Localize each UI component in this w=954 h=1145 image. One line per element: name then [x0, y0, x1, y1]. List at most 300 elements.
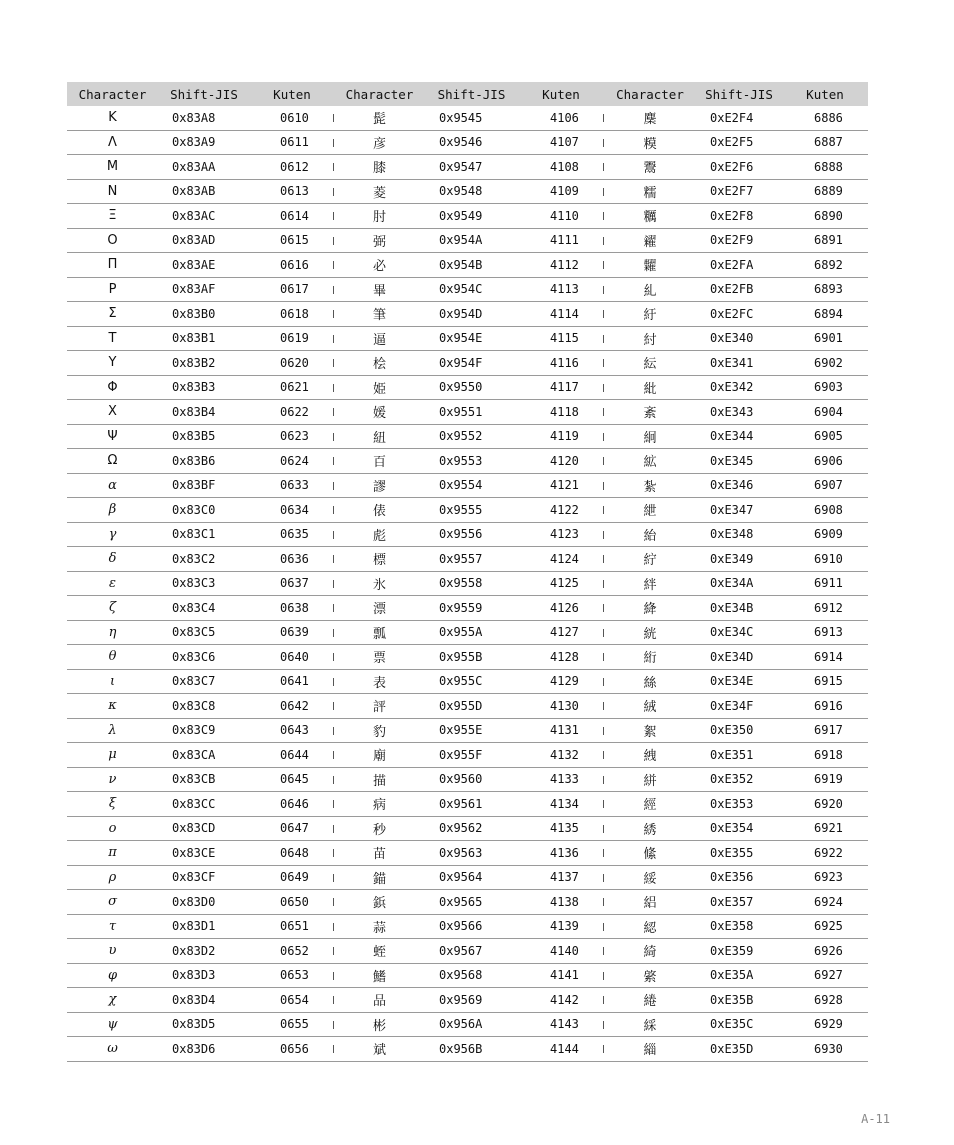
cell-char-2: 瓢	[334, 620, 425, 645]
table-row	[67, 988, 868, 1013]
header-shift-jis-1: Shift-JIS	[158, 82, 250, 106]
cell-char-3: 經	[604, 792, 696, 817]
page-number: A-11	[861, 1112, 890, 1126]
cell-shift-jis-1: 0x83C1	[158, 522, 250, 547]
cell-shift-jis-3: 0xE34D	[696, 645, 782, 670]
cell-char-3: 緇	[604, 1037, 696, 1062]
cell-kuten-1: 0623	[250, 424, 334, 449]
cell-kuten-3: 6901	[782, 326, 868, 351]
cell-kuten-1: 0622	[250, 400, 334, 425]
cell-shift-jis-3: 0xE349	[696, 547, 782, 572]
cell-kuten-1: 0634	[250, 498, 334, 523]
table-row	[67, 155, 868, 180]
cell-shift-jis-3: 0xE35C	[696, 1012, 782, 1037]
cell-char-2: 鰭	[334, 963, 425, 988]
cell-char-3: 絳	[604, 596, 696, 621]
cell-char-1: β	[67, 498, 158, 523]
cell-char-2: 標	[334, 547, 425, 572]
cell-kuten-2: 4117	[518, 375, 604, 400]
cell-shift-jis-3: 0xE34A	[696, 571, 782, 596]
cell-kuten-1: 0652	[250, 939, 334, 964]
cell-shift-jis-1: 0x83AB	[158, 179, 250, 204]
cell-kuten-3: 6907	[782, 473, 868, 498]
cell-char-2: 彪	[334, 522, 425, 547]
cell-char-3: 紆	[604, 302, 696, 327]
cell-kuten-3: 6888	[782, 155, 868, 180]
cell-kuten-2: 4109	[518, 179, 604, 204]
cell-shift-jis-2: 0x954F	[425, 351, 518, 376]
cell-shift-jis-2: 0x956A	[425, 1012, 518, 1037]
cell-shift-jis-2: 0x955D	[425, 694, 518, 719]
cell-shift-jis-2: 0x9563	[425, 841, 518, 866]
cell-char-3: 紲	[604, 498, 696, 523]
cell-char-3: 紵	[604, 547, 696, 572]
table-row	[67, 375, 868, 400]
cell-char-2: 菱	[334, 179, 425, 204]
cell-char-3: 麇	[604, 106, 696, 130]
cell-shift-jis-3: 0xE357	[696, 890, 782, 915]
cell-shift-jis-3: 0xE352	[696, 767, 782, 792]
cell-kuten-1: 0642	[250, 694, 334, 719]
cell-char-1: Κ	[67, 106, 158, 130]
cell-char-2: 膝	[334, 155, 425, 180]
cell-shift-jis-2: 0x9567	[425, 939, 518, 964]
cell-shift-jis-1: 0x83C0	[158, 498, 250, 523]
cell-shift-jis-1: 0x83CC	[158, 792, 250, 817]
cell-char-3: 絆	[604, 571, 696, 596]
cell-kuten-2: 4107	[518, 130, 604, 155]
cell-char-1: ξ	[67, 792, 158, 817]
cell-shift-jis-1: 0x83B0	[158, 302, 250, 327]
cell-shift-jis-3: 0xE351	[696, 743, 782, 768]
cell-shift-jis-3: 0xE35A	[696, 963, 782, 988]
cell-kuten-2: 4115	[518, 326, 604, 351]
cell-shift-jis-2: 0x9555	[425, 498, 518, 523]
cell-shift-jis-3: 0xE2F7	[696, 179, 782, 204]
cell-char-2: 紐	[334, 424, 425, 449]
cell-char-1: ρ	[67, 865, 158, 890]
cell-shift-jis-1: 0x83B1	[158, 326, 250, 351]
cell-kuten-1: 0654	[250, 988, 334, 1013]
cell-shift-jis-1: 0x83C8	[158, 694, 250, 719]
cell-kuten-1: 0610	[250, 106, 334, 130]
cell-char-1: σ	[67, 890, 158, 915]
cell-kuten-2: 4118	[518, 400, 604, 425]
cell-shift-jis-3: 0xE35B	[696, 988, 782, 1013]
cell-char-1: Τ	[67, 326, 158, 351]
cell-shift-jis-3: 0xE35D	[696, 1037, 782, 1062]
cell-char-2: 評	[334, 694, 425, 719]
cell-char-2: 苗	[334, 841, 425, 866]
cell-kuten-1: 0651	[250, 914, 334, 939]
cell-kuten-1: 0655	[250, 1012, 334, 1037]
cell-shift-jis-3: 0xE358	[696, 914, 782, 939]
header-kuten-3: Kuten	[782, 82, 868, 106]
cell-shift-jis-1: 0x83B4	[158, 400, 250, 425]
cell-shift-jis-3: 0xE345	[696, 449, 782, 474]
cell-char-1: Φ	[67, 375, 158, 400]
cell-shift-jis-1: 0x83C9	[158, 718, 250, 743]
cell-kuten-3: 6920	[782, 792, 868, 817]
cell-kuten-1: 0619	[250, 326, 334, 351]
cell-shift-jis-3: 0xE34E	[696, 669, 782, 694]
header-shift-jis-2: Shift-JIS	[425, 82, 518, 106]
table-row	[67, 620, 868, 645]
cell-shift-jis-1: 0x83D5	[158, 1012, 250, 1037]
cell-shift-jis-1: 0x83D0	[158, 890, 250, 915]
table-body	[67, 106, 868, 1061]
cell-shift-jis-1: 0x83AE	[158, 253, 250, 278]
cell-char-1: Σ	[67, 302, 158, 327]
cell-shift-jis-2: 0x9551	[425, 400, 518, 425]
cell-kuten-1: 0656	[250, 1037, 334, 1062]
cell-shift-jis-3: 0xE359	[696, 939, 782, 964]
cell-kuten-3: 6916	[782, 694, 868, 719]
cell-kuten-1: 0647	[250, 816, 334, 841]
cell-kuten-2: 4106	[518, 106, 604, 130]
cell-char-3: 紜	[604, 351, 696, 376]
cell-kuten-2: 4135	[518, 816, 604, 841]
cell-char-2: 表	[334, 669, 425, 694]
cell-shift-jis-1: 0x83C6	[158, 645, 250, 670]
cell-kuten-3: 6924	[782, 890, 868, 915]
cell-kuten-2: 4129	[518, 669, 604, 694]
cell-kuten-1: 0617	[250, 277, 334, 302]
cell-shift-jis-3: 0xE342	[696, 375, 782, 400]
cell-kuten-2: 4122	[518, 498, 604, 523]
cell-shift-jis-3: 0xE344	[696, 424, 782, 449]
cell-kuten-3: 6893	[782, 277, 868, 302]
cell-kuten-3: 6923	[782, 865, 868, 890]
cell-kuten-2: 4136	[518, 841, 604, 866]
cell-shift-jis-3: 0xE343	[696, 400, 782, 425]
table-row	[67, 204, 868, 229]
cell-kuten-1: 0611	[250, 130, 334, 155]
cell-shift-jis-2: 0x9554	[425, 473, 518, 498]
table-row	[67, 645, 868, 670]
cell-char-1: Ξ	[67, 204, 158, 229]
cell-char-1: χ	[67, 988, 158, 1013]
cell-kuten-3: 6917	[782, 718, 868, 743]
cell-kuten-2: 4139	[518, 914, 604, 939]
cell-shift-jis-1: 0x83D4	[158, 988, 250, 1013]
cell-char-3: 絮	[604, 718, 696, 743]
cell-char-3: 綛	[604, 914, 696, 939]
cell-shift-jis-3: 0xE34C	[696, 620, 782, 645]
table-row	[67, 1037, 868, 1062]
cell-shift-jis-2: 0x9560	[425, 767, 518, 792]
cell-char-1: Λ	[67, 130, 158, 155]
cell-char-3: 絖	[604, 620, 696, 645]
cell-char-1: Υ	[67, 351, 158, 376]
cell-kuten-1: 0624	[250, 449, 334, 474]
cell-char-1: ψ	[67, 1012, 158, 1037]
cell-kuten-2: 4111	[518, 228, 604, 253]
cell-kuten-3: 6921	[782, 816, 868, 841]
cell-shift-jis-1: 0x83AF	[158, 277, 250, 302]
cell-kuten-2: 4112	[518, 253, 604, 278]
cell-kuten-3: 6905	[782, 424, 868, 449]
cell-shift-jis-2: 0x9546	[425, 130, 518, 155]
cell-char-3: 絋	[604, 449, 696, 474]
cell-char-2: 斌	[334, 1037, 425, 1062]
cell-shift-jis-3: 0xE350	[696, 718, 782, 743]
cell-kuten-1: 0618	[250, 302, 334, 327]
cell-kuten-3: 6891	[782, 228, 868, 253]
table-row	[67, 400, 868, 425]
table-row	[67, 130, 868, 155]
cell-char-2: 姫	[334, 375, 425, 400]
header-character-3: Character	[604, 82, 696, 106]
table-row	[67, 767, 868, 792]
cell-kuten-3: 6908	[782, 498, 868, 523]
cell-char-3: 絣	[604, 767, 696, 792]
cell-char-1: Ρ	[67, 277, 158, 302]
cell-char-1: ο	[67, 816, 158, 841]
cell-kuten-3: 6910	[782, 547, 868, 572]
cell-shift-jis-1: 0x83AC	[158, 204, 250, 229]
cell-shift-jis-2: 0x9562	[425, 816, 518, 841]
cell-kuten-3: 6929	[782, 1012, 868, 1037]
cell-shift-jis-1: 0x83C3	[158, 571, 250, 596]
table-row	[67, 228, 868, 253]
cell-kuten-2: 4124	[518, 547, 604, 572]
cell-kuten-1: 0646	[250, 792, 334, 817]
cell-kuten-2: 4132	[518, 743, 604, 768]
cell-kuten-1: 0621	[250, 375, 334, 400]
cell-kuten-3: 6930	[782, 1037, 868, 1062]
cell-char-2: 弼	[334, 228, 425, 253]
cell-kuten-3: 6915	[782, 669, 868, 694]
cell-kuten-3: 6886	[782, 106, 868, 130]
cell-shift-jis-3: 0xE354	[696, 816, 782, 841]
cell-char-1: ω	[67, 1037, 158, 1062]
cell-char-1: π	[67, 841, 158, 866]
cell-kuten-2: 4116	[518, 351, 604, 376]
cell-char-3: 絲	[604, 669, 696, 694]
cell-char-3: 紿	[604, 522, 696, 547]
cell-char-2: 逼	[334, 326, 425, 351]
cell-kuten-2: 4114	[518, 302, 604, 327]
cell-char-1: δ	[67, 547, 158, 572]
table-row	[67, 571, 868, 596]
cell-shift-jis-3: 0xE2F4	[696, 106, 782, 130]
cell-shift-jis-2: 0x9556	[425, 522, 518, 547]
cell-shift-jis-2: 0x955E	[425, 718, 518, 743]
cell-shift-jis-2: 0x954E	[425, 326, 518, 351]
cell-char-3: 糴	[604, 228, 696, 253]
cell-kuten-2: 4126	[518, 596, 604, 621]
cell-char-2: 謬	[334, 473, 425, 498]
cell-kuten-1: 0643	[250, 718, 334, 743]
cell-char-2: 髭	[334, 106, 425, 130]
cell-kuten-2: 4119	[518, 424, 604, 449]
cell-shift-jis-1: 0x83D2	[158, 939, 250, 964]
cell-shift-jis-1: 0x83AA	[158, 155, 250, 180]
cell-char-3: 紊	[604, 400, 696, 425]
cell-kuten-2: 4125	[518, 571, 604, 596]
cell-char-3: 糢	[604, 130, 696, 155]
cell-char-2: 肘	[334, 204, 425, 229]
cell-kuten-1: 0650	[250, 890, 334, 915]
table-row	[67, 890, 868, 915]
cell-kuten-1: 0614	[250, 204, 334, 229]
cell-kuten-3: 6906	[782, 449, 868, 474]
cell-shift-jis-3: 0xE355	[696, 841, 782, 866]
cell-kuten-3: 6902	[782, 351, 868, 376]
header-character-1: Character	[67, 82, 158, 106]
cell-kuten-3: 6926	[782, 939, 868, 964]
cell-kuten-3: 6889	[782, 179, 868, 204]
cell-shift-jis-3: 0xE340	[696, 326, 782, 351]
cell-char-2: 豹	[334, 718, 425, 743]
cell-char-2: 品	[334, 988, 425, 1013]
cell-kuten-2: 4128	[518, 645, 604, 670]
cell-shift-jis-1: 0x83B5	[158, 424, 250, 449]
cell-shift-jis-1: 0x83D6	[158, 1037, 250, 1062]
cell-char-1: Π	[67, 253, 158, 278]
cell-char-3: 綺	[604, 939, 696, 964]
table-row	[67, 547, 868, 572]
cell-kuten-1: 0640	[250, 645, 334, 670]
cell-char-2: 氷	[334, 571, 425, 596]
table-row	[67, 1012, 868, 1037]
cell-shift-jis-2: 0x954D	[425, 302, 518, 327]
cell-char-1: Ω	[67, 449, 158, 474]
cell-shift-jis-2: 0x954A	[425, 228, 518, 253]
table-row	[67, 473, 868, 498]
cell-shift-jis-1: 0x83CB	[158, 767, 250, 792]
cell-kuten-3: 6918	[782, 743, 868, 768]
cell-shift-jis-3: 0xE2FC	[696, 302, 782, 327]
cell-shift-jis-1: 0x83CA	[158, 743, 250, 768]
cell-char-1: Χ	[67, 400, 158, 425]
cell-shift-jis-2: 0x956B	[425, 1037, 518, 1062]
cell-shift-jis-3: 0xE353	[696, 792, 782, 817]
cell-char-3: 紂	[604, 326, 696, 351]
cell-kuten-1: 0633	[250, 473, 334, 498]
cell-char-1: ε	[67, 571, 158, 596]
cell-char-3: 糯	[604, 179, 696, 204]
cell-kuten-3: 6903	[782, 375, 868, 400]
cell-kuten-1: 0636	[250, 547, 334, 572]
cell-kuten-3: 6913	[782, 620, 868, 645]
cell-char-1: τ	[67, 914, 158, 939]
cell-kuten-1: 0644	[250, 743, 334, 768]
character-code-table	[67, 82, 868, 1062]
cell-kuten-1: 0653	[250, 963, 334, 988]
cell-kuten-3: 6911	[782, 571, 868, 596]
cell-char-1: φ	[67, 963, 158, 988]
cell-shift-jis-2: 0x954B	[425, 253, 518, 278]
cell-shift-jis-3: 0xE347	[696, 498, 782, 523]
cell-kuten-2: 4131	[518, 718, 604, 743]
cell-char-3: 鬻	[604, 155, 696, 180]
table-row	[67, 865, 868, 890]
cell-char-3: 紕	[604, 375, 696, 400]
cell-char-3: 絎	[604, 645, 696, 670]
cell-shift-jis-3: 0xE2F9	[696, 228, 782, 253]
cell-kuten-1: 0645	[250, 767, 334, 792]
cell-shift-jis-3: 0xE356	[696, 865, 782, 890]
cell-char-2: 蒜	[334, 914, 425, 939]
cell-shift-jis-1: 0x83AD	[158, 228, 250, 253]
cell-char-1: κ	[67, 694, 158, 719]
cell-kuten-2: 4130	[518, 694, 604, 719]
table-row	[67, 596, 868, 621]
cell-shift-jis-2: 0x9568	[425, 963, 518, 988]
cell-shift-jis-2: 0x9569	[425, 988, 518, 1013]
cell-char-3: 糺	[604, 277, 696, 302]
cell-shift-jis-2: 0x955B	[425, 645, 518, 670]
cell-kuten-3: 6925	[782, 914, 868, 939]
cell-kuten-3: 6904	[782, 400, 868, 425]
cell-shift-jis-2: 0x9564	[425, 865, 518, 890]
cell-shift-jis-2: 0x9545	[425, 106, 518, 130]
cell-char-3: 糲	[604, 204, 696, 229]
cell-char-3: 絛	[604, 841, 696, 866]
cell-char-3: 綉	[604, 816, 696, 841]
cell-kuten-2: 4138	[518, 890, 604, 915]
cell-shift-jis-2: 0x9552	[425, 424, 518, 449]
cell-char-2: 畢	[334, 277, 425, 302]
cell-char-3: 綣	[604, 988, 696, 1013]
table-row	[67, 106, 868, 130]
cell-shift-jis-1: 0x83C7	[158, 669, 250, 694]
cell-shift-jis-2: 0x9565	[425, 890, 518, 915]
cell-kuten-3: 6890	[782, 204, 868, 229]
cell-kuten-2: 4142	[518, 988, 604, 1013]
cell-shift-jis-1: 0x83D3	[158, 963, 250, 988]
cell-shift-jis-1: 0x83C4	[158, 596, 250, 621]
cell-char-1: ζ	[67, 596, 158, 621]
table-row	[67, 841, 868, 866]
cell-shift-jis-1: 0x83B2	[158, 351, 250, 376]
table-row	[67, 694, 868, 719]
cell-char-2: 錨	[334, 865, 425, 890]
cell-kuten-2: 4127	[518, 620, 604, 645]
cell-kuten-3: 6919	[782, 767, 868, 792]
cell-shift-jis-3: 0xE2F5	[696, 130, 782, 155]
cell-kuten-1: 0615	[250, 228, 334, 253]
cell-char-3: 絽	[604, 890, 696, 915]
cell-char-1: ι	[67, 669, 158, 694]
cell-char-2: 秒	[334, 816, 425, 841]
header-row	[67, 82, 868, 106]
cell-char-3: 絏	[604, 743, 696, 768]
cell-kuten-1: 0648	[250, 841, 334, 866]
cell-kuten-3: 6928	[782, 988, 868, 1013]
cell-kuten-2: 4133	[518, 767, 604, 792]
cell-char-3: 紮	[604, 473, 696, 498]
table-row	[67, 669, 868, 694]
cell-kuten-3: 6894	[782, 302, 868, 327]
cell-kuten-2: 4108	[518, 155, 604, 180]
cell-char-3: 綵	[604, 1012, 696, 1037]
header-kuten-1: Kuten	[250, 82, 334, 106]
cell-kuten-1: 0616	[250, 253, 334, 278]
cell-char-2: 漂	[334, 596, 425, 621]
cell-char-2: 蛭	[334, 939, 425, 964]
cell-char-2: 彦	[334, 130, 425, 155]
cell-shift-jis-2: 0x9566	[425, 914, 518, 939]
cell-shift-jis-3: 0xE34B	[696, 596, 782, 621]
cell-char-2: 媛	[334, 400, 425, 425]
cell-kuten-2: 4144	[518, 1037, 604, 1062]
cell-kuten-3: 6914	[782, 645, 868, 670]
cell-char-1: γ	[67, 522, 158, 547]
cell-kuten-2: 4134	[518, 792, 604, 817]
